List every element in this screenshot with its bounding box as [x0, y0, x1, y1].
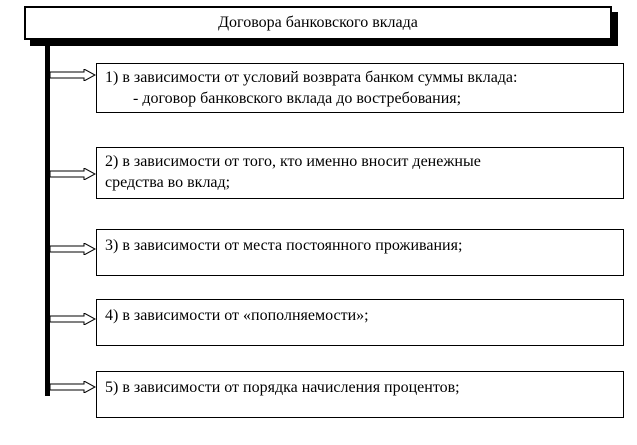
item-2-text-continued: средства во вклад;	[105, 174, 231, 191]
item-4-text: 4) в зависимости от «пополняемости»;	[105, 307, 369, 324]
classification-item-4	[96, 299, 624, 346]
classification-item-3	[96, 229, 624, 276]
item-5-text: 5) в зависимости от порядка начисления процентов;	[105, 379, 460, 396]
arrow-right-icon	[50, 69, 96, 81]
diagram-title-box	[24, 6, 612, 40]
item-1-text: 1) в зависимости от условий возврата банком суммы вклада:	[105, 69, 518, 86]
arrow-right-icon	[50, 381, 96, 393]
arrow-right-icon	[50, 168, 96, 180]
classification-item-5	[96, 371, 624, 418]
item-3-text: 3) в зависимости от места постоянного проживания;	[105, 237, 463, 254]
arrow-right-icon	[50, 243, 96, 255]
classification-item-2	[96, 147, 624, 199]
diagram-title: Договора банковского вклада	[218, 14, 418, 31]
item-2-text: 2) в зависимости от того, кто именно вносит денежные	[105, 153, 481, 170]
vertical-connector-line	[45, 44, 50, 396]
item-1-subtext: - договор банковского вклада до востребования;	[133, 90, 462, 107]
classification-item-1	[96, 63, 624, 113]
arrow-right-icon	[50, 313, 96, 325]
